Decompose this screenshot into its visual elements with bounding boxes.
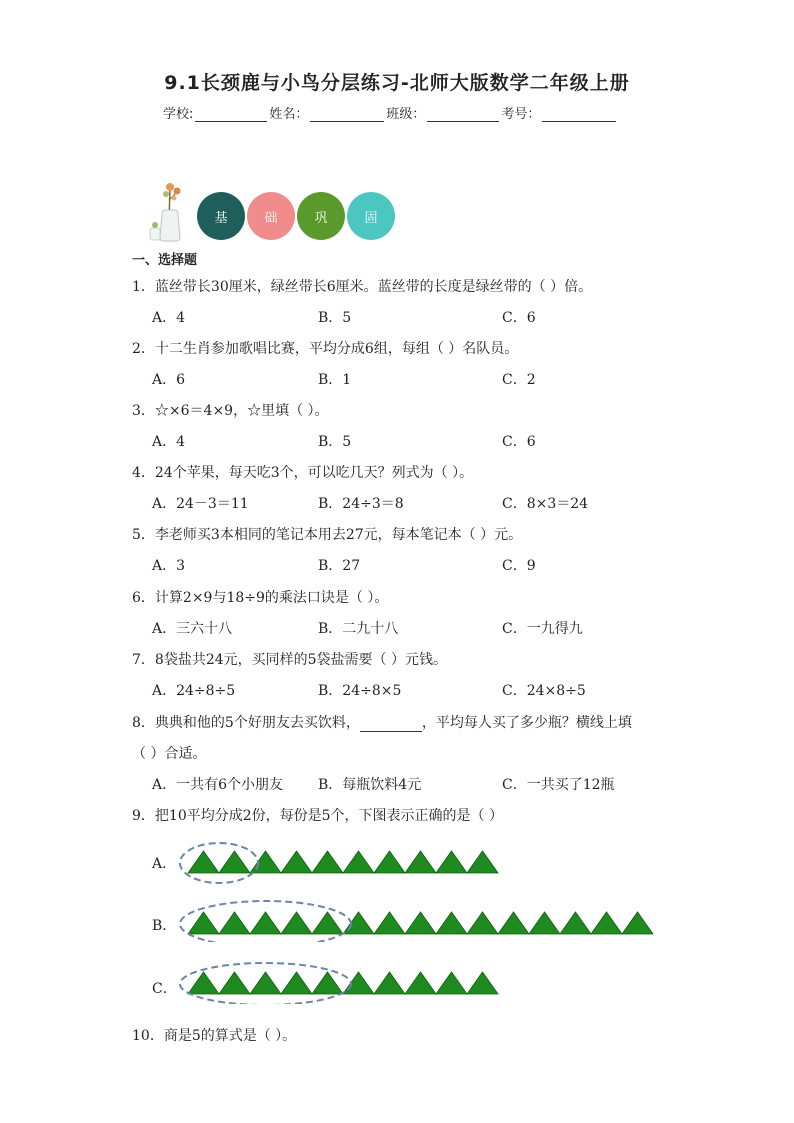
q4-option-b[interactable]: B．24÷3＝8: [318, 496, 404, 512]
level-circle-gu: [347, 192, 395, 240]
student-info-line: [163, 103, 618, 122]
q3-option-c[interactable]: C．6: [502, 434, 536, 450]
q8-option-b[interactable]: B．每瓶饮料4元: [318, 777, 422, 793]
q9-option-c-label[interactable]: C．: [152, 981, 177, 997]
triangle: [560, 912, 591, 934]
triangle: [467, 912, 498, 934]
triangle: [374, 912, 405, 934]
q8-option-c[interactable]: C．一共买了12瓶: [502, 777, 615, 793]
question-9: 9．把10平均分成2份，每份是5个，下图表示正确的是（ ）: [132, 808, 503, 824]
q8-option-a[interactable]: A．一共有6个小朋友: [152, 777, 284, 793]
triangle: [436, 851, 467, 873]
triangle: [312, 851, 343, 873]
level-circle-text: 础: [264, 210, 278, 226]
school-field: [163, 103, 269, 122]
q4-option-a[interactable]: A．24－3＝11: [152, 496, 249, 512]
level-circle-chu: [247, 192, 295, 240]
q9-option-b-figure: [150, 898, 670, 942]
question-6: 6．计算2×9与18÷9的乘法口诀是（ ）。: [132, 590, 389, 606]
class-label: 班级：: [386, 107, 426, 122]
q6-option-c[interactable]: C．一九得九: [502, 621, 583, 637]
triangle: [281, 851, 312, 873]
triangle: [374, 851, 405, 873]
triangle: [250, 912, 281, 934]
triangle: [405, 851, 436, 873]
question-8: [132, 712, 632, 732]
q1-option-c[interactable]: C．6: [502, 310, 536, 326]
level-banner: [148, 180, 408, 242]
name-field: [269, 103, 386, 122]
question-10: 10．商是5的算式是（ ）。: [132, 1028, 297, 1044]
triangle: [219, 972, 250, 994]
question-8-line2: （ ）合适。: [132, 746, 207, 762]
triangle: [312, 912, 343, 934]
q9-option-a-label[interactable]: A．: [152, 856, 177, 872]
q6-option-a[interactable]: A．三六十八: [152, 621, 233, 637]
q7-option-a[interactable]: A．24÷8÷5: [152, 683, 236, 699]
q7-option-c[interactable]: C．24×8÷5: [502, 683, 586, 699]
question-1: 1．蓝丝带长30厘米，绿丝带长6厘米。蓝丝带的长度是绿丝带的（ ）倍。: [132, 279, 593, 295]
question-4: 4．24个苹果，每天吃3个，可以吃几天？列式为（ ）。: [132, 465, 474, 481]
q2-option-a[interactable]: A．6: [152, 372, 186, 388]
q8-text-after: ，平均每人买了多少瓶？横线上填: [421, 715, 632, 731]
triangle: [343, 972, 374, 994]
q2-option-c[interactable]: C．2: [502, 372, 536, 388]
exam-no-field: [501, 103, 618, 122]
triangle: [436, 912, 467, 934]
q8-blank-line: [360, 717, 422, 732]
level-circle-text: 巩: [314, 210, 328, 226]
q9-option-c-figure: [150, 960, 670, 1004]
q5-option-c[interactable]: C．9: [502, 558, 536, 574]
triangle: [374, 972, 405, 994]
q3-option-b[interactable]: B．5: [318, 434, 352, 450]
q8-text-before: 8．典典和他的5个好朋友去买饮料，: [132, 715, 360, 731]
question-3: 3．☆×6＝4×9，☆里填（ ）。: [132, 403, 329, 419]
q2-option-b[interactable]: B．1: [318, 372, 352, 388]
triangle: [405, 972, 436, 994]
page-title: 9.1长颈鹿与小鸟分层练习-北师大版数学二年级上册: [164, 72, 630, 94]
triangle: [343, 912, 374, 934]
triangle: [219, 912, 250, 934]
q5-option-a[interactable]: A．3: [152, 558, 186, 574]
section-title: 一、选择题: [132, 253, 198, 268]
triangle: [312, 972, 343, 994]
school-label: 学校:: [163, 107, 194, 122]
exam-no-blank: [542, 107, 616, 122]
q6-option-b[interactable]: B．二九十八: [318, 621, 399, 637]
triangle: [250, 972, 281, 994]
triangle: [219, 851, 250, 873]
level-circle-gong: [297, 192, 345, 240]
q1-option-b[interactable]: B．5: [318, 310, 352, 326]
triangle: [188, 972, 219, 994]
flower-vase-icon: [148, 180, 192, 242]
triangle: [498, 912, 529, 934]
triangle: [188, 851, 219, 873]
grouping-ellipse: [180, 843, 258, 883]
question-5: 5．李老师买3本相同的笔记本用去27元，每本笔记本（ ）元。: [132, 527, 523, 543]
school-blank: [195, 107, 267, 122]
name-blank: [310, 107, 384, 122]
triangle: [467, 851, 498, 873]
question-7: 7．8袋盐共24元，买同样的5袋盐需要（ ）元钱。: [132, 652, 447, 668]
q3-option-a[interactable]: A．4: [152, 434, 186, 450]
triangle: [281, 912, 312, 934]
triangle: [405, 912, 436, 934]
q1-option-a[interactable]: A．4: [152, 310, 186, 326]
triangle: [529, 912, 560, 934]
question-2: 2．十二生肖参加歌唱比赛，平均分成6组，每组（ ）名队员。: [132, 341, 519, 357]
triangle: [343, 851, 374, 873]
q9-option-a-figure: [150, 840, 670, 884]
triangle: [436, 972, 467, 994]
q7-option-b[interactable]: B．24÷8×5: [318, 683, 402, 699]
exam-no-label: 考号：: [501, 107, 541, 122]
class-field: [386, 103, 501, 122]
level-circle-ji: [197, 192, 245, 240]
q9-option-b-label[interactable]: B．: [152, 918, 177, 934]
level-circle-text: 固: [364, 210, 378, 226]
triangle: [188, 912, 219, 934]
triangle: [591, 912, 622, 934]
name-label: 姓名：: [269, 107, 309, 122]
class-blank: [427, 107, 499, 122]
triangle: [281, 972, 312, 994]
triangle: [622, 912, 653, 934]
triangle: [467, 972, 498, 994]
level-circle-text: 基: [214, 210, 228, 226]
q5-option-b[interactable]: B．27: [318, 558, 361, 574]
q4-option-c[interactable]: C．8×3＝24: [502, 496, 589, 512]
